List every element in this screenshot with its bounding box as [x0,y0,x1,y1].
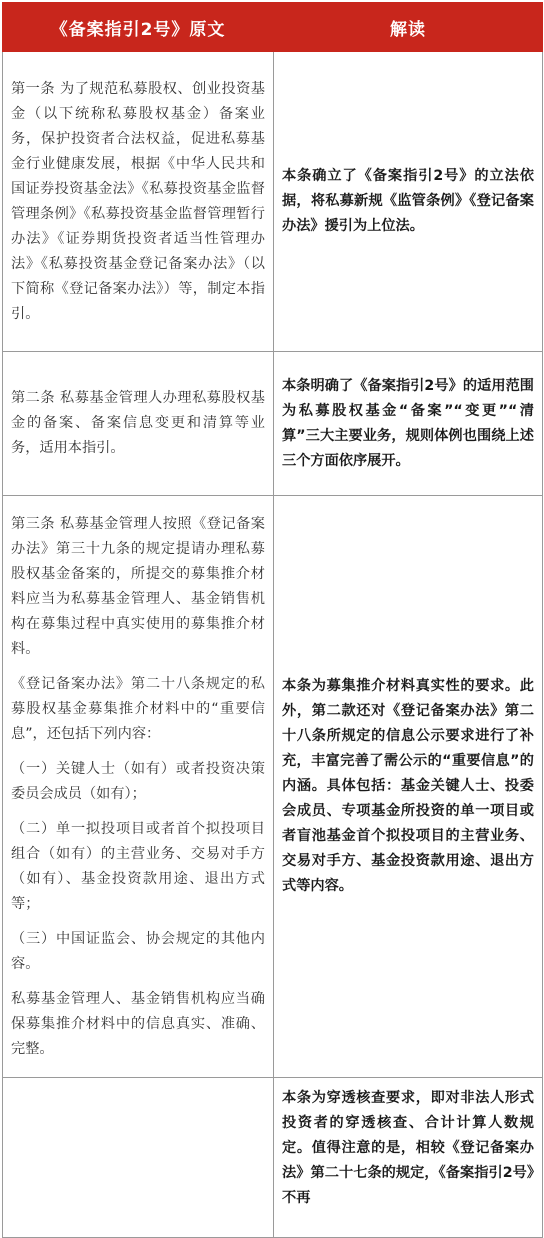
original-cell [3,496,274,1078]
interpretation-cell: 本条为募集推介材料真实性的要求。此外，第二款还对《登记备案办法》第二十八条所规定的信息公示要求进行了补充，丰富完善了需公示的“重要信息”的内涵。具体包括：基金关键人士、投委会成员、专项基金所投资的单一项目或者盲池基金首个拟投项目的主营业务、交易对手方、基金投资款用途、退出方式等内容。 [274,496,543,1078]
interpretation-cell: 本条确立了《备案指引2号》的立法依据，将私募新规《监管条例》《登记备案办法》援引为上位法。 [274,52,543,352]
comparison-table [2,2,543,1238]
original-paragraph: 第三条 私募基金管理人按照《登记备案办法》第三十九条的规定提请办理私募股权基金备案的，所提交的募集推介材料应当为私募基金管理人、基金销售机构在募集过程中真实使用的募集推介材料。 [11,515,265,657]
interpretation-cell: 本条为穿透核查要求，即对非法人形式投资者的穿透核查、合计计算人数规定。值得注意的是，相较《登记备案办法》第二十七条的规定，《备案指引2号》不再 [274,1078,543,1238]
interpretation-cell: 本条明确了《备案指引2号》的适用范围为私募股权基金“备案”“变更”“清算”三大主要业务，规则体例也围绕上述三个方面依序展开。 [274,352,543,496]
header-interpretation: 解读 [274,3,543,52]
table-header-row [3,3,543,52]
original-paragraph: （三）中国证监会、协会规定的其他内容。 [11,930,265,972]
original-paragraph: （二）单一拟投项目或者首个拟投项目组合（如有）的主营业务、交易对手方（如有）、基金投资款用途、退出方式等； [11,820,265,912]
original-cell [3,352,274,496]
table-row [3,352,543,496]
original-paragraph: 私募基金管理人、基金销售机构应当确保募集推介材料中的信息真实、准确、完整。 [11,990,265,1057]
original-paragraph: 《登记备案办法》第二十八条规定的私募股权基金募集推介材料中的“重要信息”，还包括下列内容： [11,675,265,742]
table-row [3,1078,543,1238]
original-paragraph: 第一条 为了规范私募股权、创业投资基金（以下统称私募股权基金）备案业务，保护投资者合法权益，促进私募基金行业健康发展，根据《中华人民共和国证券投资基金法》《私募投资基金监督管理条例》《私募投资基金监督管理暂行办法》《证券期货投资者适当性管理办法》《私募投资基金登记备案办法》（以下简称《登记备案办法》）等，制定本指引。 [11,80,265,322]
original-cell [3,1078,274,1238]
table-row [3,52,543,352]
header-original: 《备案指引2号》原文 [3,3,274,52]
original-paragraph: （一）关键人士（如有）或者投资决策委员会成员（如有）； [11,760,265,802]
original-cell [3,52,274,352]
original-paragraph: 第二条 私募基金管理人办理私募股权基金的备案、备案信息变更和清算等业务，适用本指引。 [11,390,265,456]
table-row [3,496,543,1078]
